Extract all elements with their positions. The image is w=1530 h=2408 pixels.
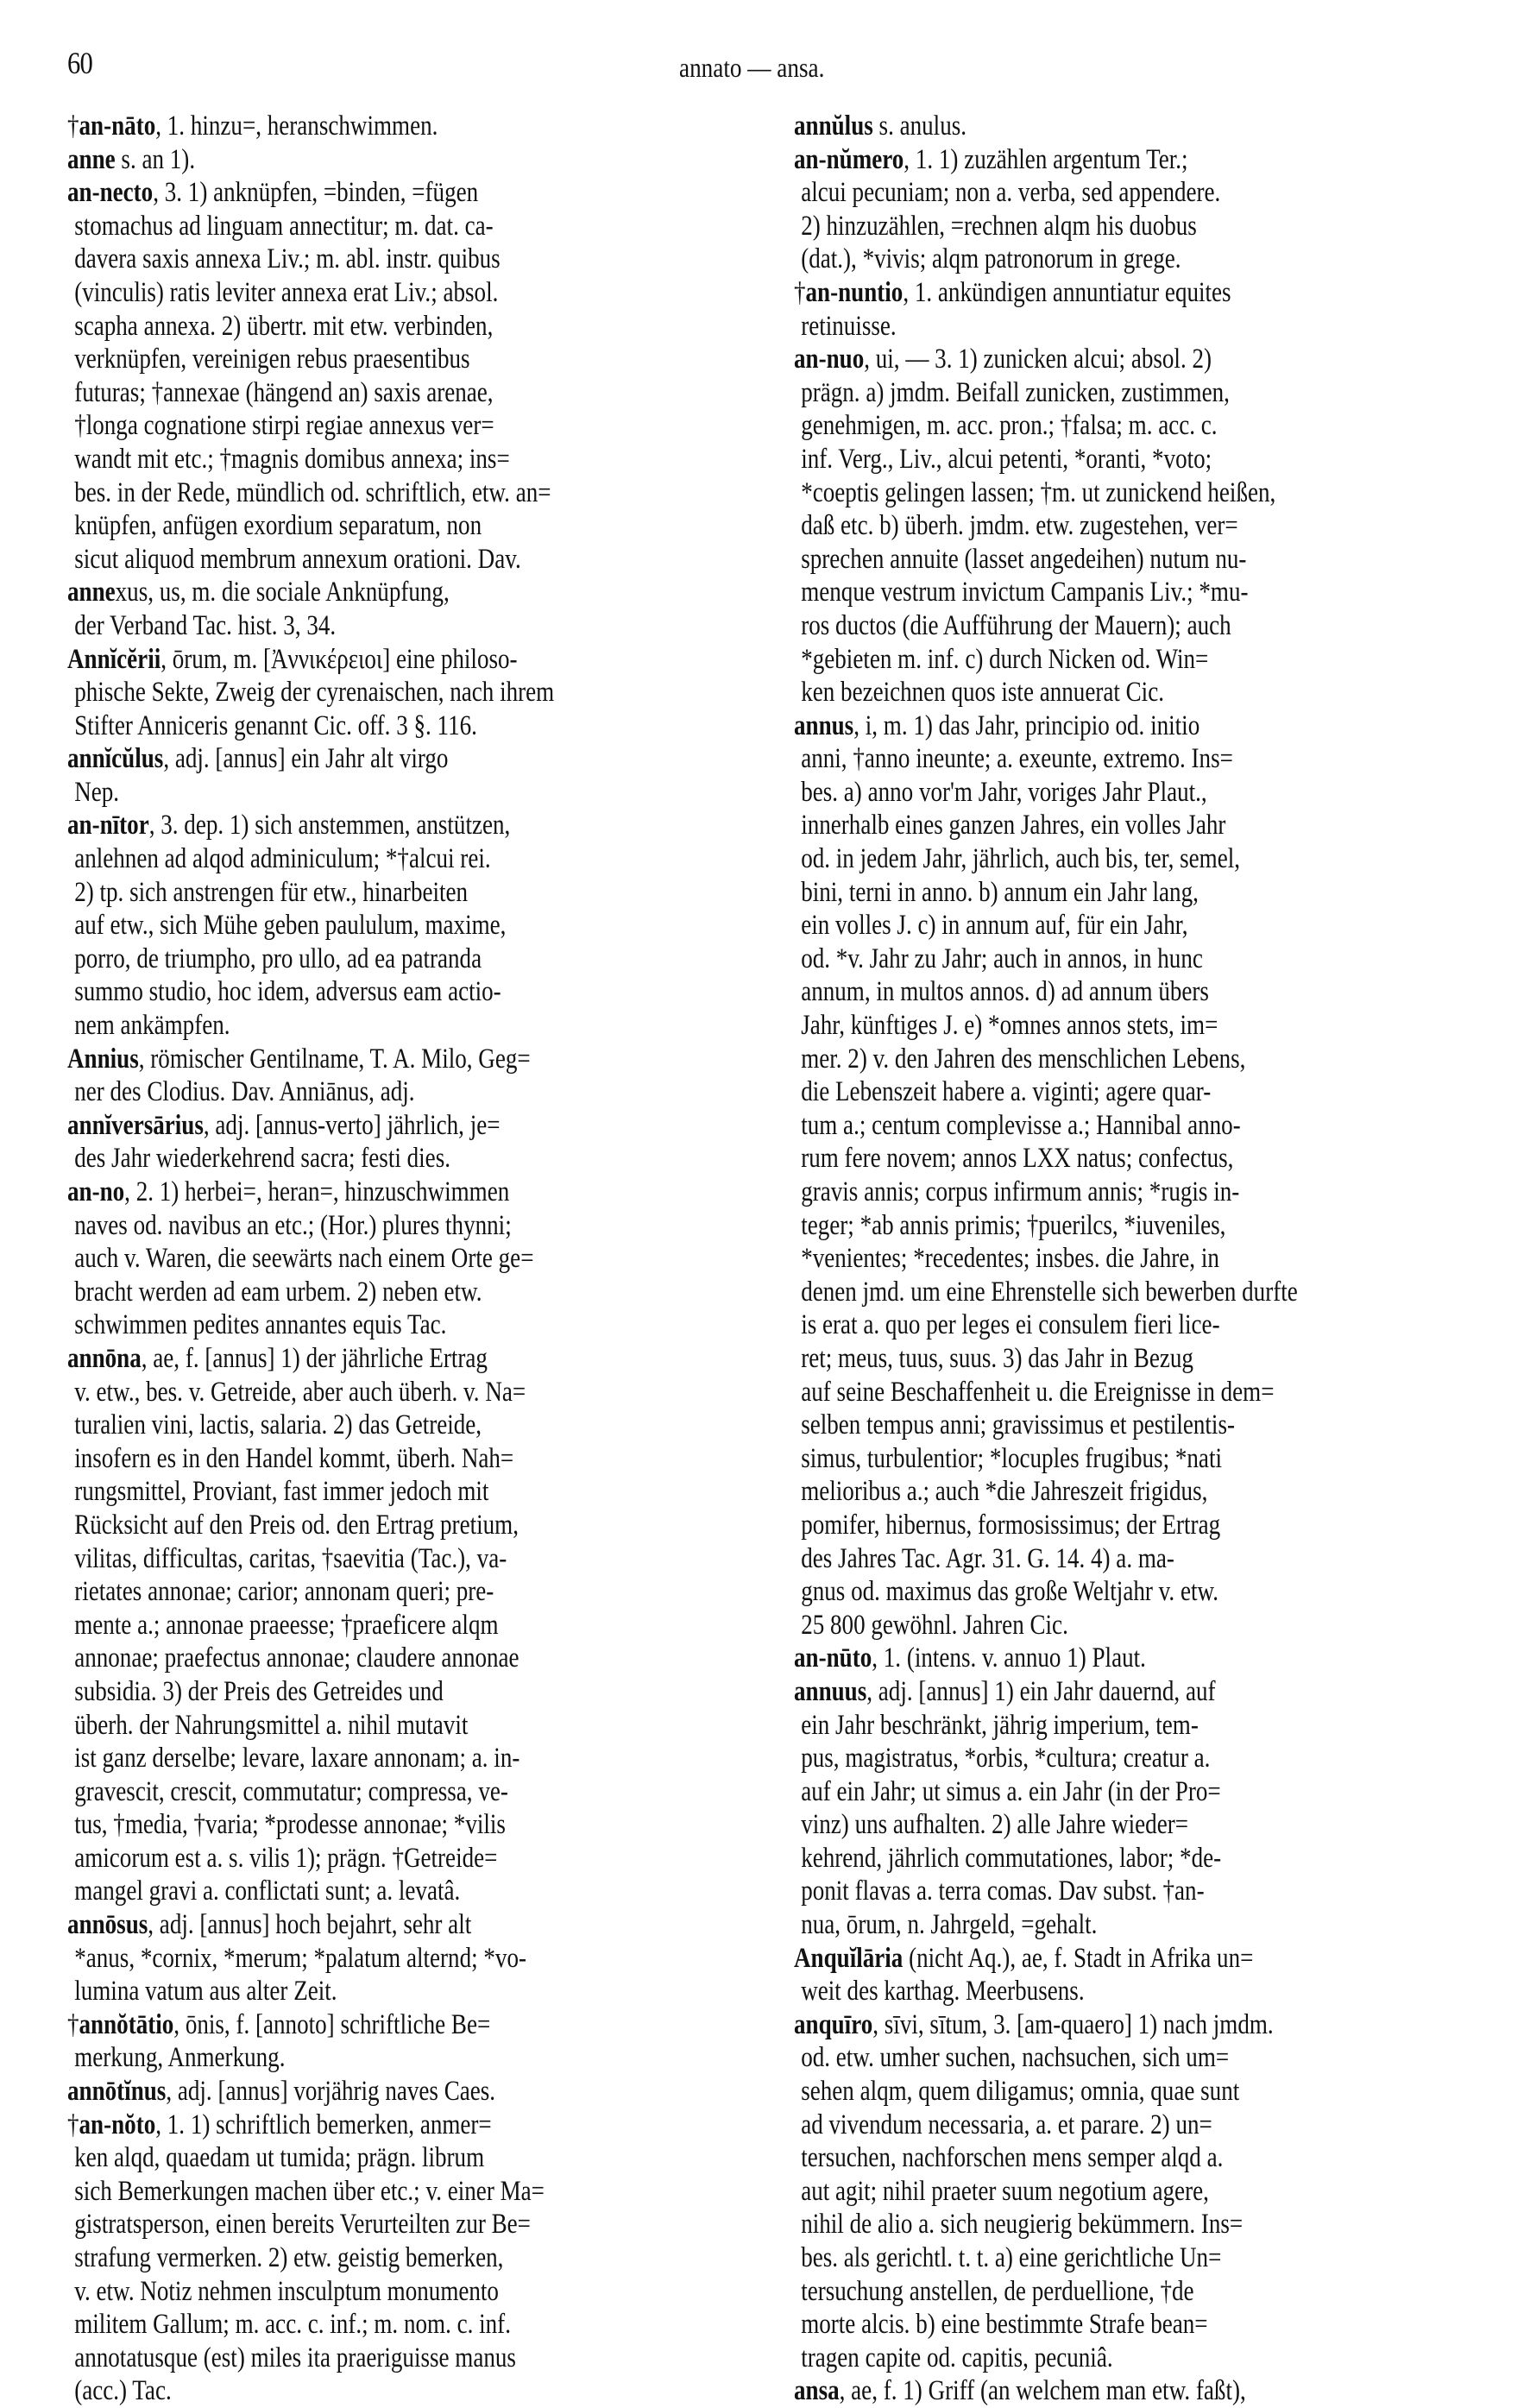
dictionary-line: retinuisse. bbox=[801, 310, 897, 342]
dictionary-line: tersuchen, nachforschen mens semper alqd a. bbox=[801, 2142, 1224, 2174]
headword: anquīro bbox=[794, 2008, 873, 2040]
dictionary-line: subsidia. 3) der Preis des Getreides und bbox=[74, 1675, 444, 1707]
dictionary-line: anne s. an 1). bbox=[67, 143, 196, 175]
headword: Anquĭlāria bbox=[794, 1942, 904, 1974]
dictionary-line: anlehnen ad alqod adminiculum; *†alcui rei. bbox=[74, 843, 491, 875]
headword: Annius bbox=[67, 1043, 139, 1075]
dictionary-line: nihil de alio a. sich neugierig bekümmern. Ins= bbox=[801, 2209, 1244, 2241]
headword: annōsus bbox=[67, 1909, 148, 1941]
dictionary-line: pus, magistratus, *orbis, *cultura; creatur a. bbox=[801, 1743, 1211, 1774]
dictionary-line: auf ein Jahr; ut simus a. ein Jahr (in der Pro= bbox=[801, 1775, 1221, 1807]
dictionary-line: gnus od. maximus das große Weltjahr v. etw. bbox=[801, 1576, 1219, 1608]
dictionary-line: davera saxis annexa Liv.; m. abl. instr. quibus bbox=[74, 243, 501, 275]
dictionary-line: 25 800 gewöhnl. Jahren Cic. bbox=[801, 1609, 1068, 1641]
page-number: 60 bbox=[67, 46, 92, 80]
dictionary-line: annotatusque (est) miles ita praeriguisse manus bbox=[74, 2342, 516, 2373]
dictionary-line: ros ductos (die Aufführung der Mauern); auch bbox=[801, 609, 1231, 641]
dictionary-line: bes. a) anno vor'm Jahr, voriges Jahr Plaut., bbox=[801, 776, 1207, 808]
dictionary-line: ad vivendum necessaria, a. et parare. 2) un= bbox=[801, 2109, 1212, 2140]
dictionary-line: kehrend, jährlich commutationes, labor; *de- bbox=[801, 1842, 1222, 1874]
dictionary-line: sprechen annuite (lasset angedeihen) nutum nu- bbox=[801, 543, 1247, 575]
dictionary-line: is erat a. quo per leges ei consulem fieri lice- bbox=[801, 1309, 1220, 1341]
dictionary-line: annonae; praefectus annonae; claudere annonae bbox=[74, 1642, 519, 1674]
dictionary-line: annĭcŭlus, adj. [annus] ein Jahr alt virgo bbox=[67, 743, 449, 775]
dictionary-line: die Lebenszeit habere a. viginti; agere quar- bbox=[801, 1076, 1212, 1108]
headword: annŏtātio bbox=[79, 2008, 174, 2040]
dictionary-line: auf seine Beschaffenheit u. die Ereignisse in dem= bbox=[801, 1376, 1275, 1408]
dictionary-line: ansa, ae, f. 1) Griff (an welchem man etw. faßt), bbox=[794, 2375, 1246, 2407]
dictionary-line: †longa cognatione stirpi regiae annexus ver= bbox=[74, 410, 494, 442]
dictionary-line: ponit flavas a. terra comas. Dav subst. †an- bbox=[801, 1875, 1205, 1907]
dictionary-line: v. etw., bes. v. Getreide, aber auch überh. v. Na= bbox=[74, 1376, 526, 1408]
headword: ansa bbox=[794, 2375, 840, 2407]
dictionary-line: v. etw. Notiz nehmen insculptum monumento bbox=[74, 2275, 499, 2307]
dictionary-line: melioribus a.; auch *die Jahreszeit frigidus, bbox=[801, 1476, 1208, 1508]
dictionary-line: alcui pecuniam; non a. verba, sed appendere. bbox=[801, 177, 1221, 209]
dictionary-line: Stifter Anniceris genannt Cic. off. 3 §. 116. bbox=[74, 709, 477, 741]
dictionary-line: rietates annonae; carior; annonam queri; pre- bbox=[74, 1576, 494, 1608]
dictionary-line: sich Bemerkungen machen über etc.; v. einer Ma= bbox=[74, 2175, 545, 2207]
dictionary-line: *coeptis gelingen lassen; †m. ut zunickend heißen, bbox=[801, 476, 1276, 508]
dictionary-line: Jahr, künftiges J. e) *omnes annos stets, im= bbox=[801, 1010, 1218, 1042]
dictionary-line: auch v. Waren, die seewärts nach einem Orte ge= bbox=[74, 1243, 534, 1275]
dictionary-line: gistratsperson, einen bereits Verurteilten zur Be= bbox=[74, 2209, 531, 2241]
dictionary-line: amicorum est a. s. vilis 1); prägn. †Getreide= bbox=[74, 1842, 498, 1874]
dictionary-line: porro, de triumpho, pro ullo, ad ea patranda bbox=[74, 942, 482, 974]
headword: an-nuntio bbox=[805, 276, 904, 308]
dictionary-line: ner des Clodius. Dav. Anniānus, adj. bbox=[74, 1076, 415, 1108]
dictionary-line: insofern es in den Handel kommt, überh. Nah= bbox=[74, 1442, 514, 1474]
headword: an-no bbox=[67, 1176, 125, 1207]
dictionary-line: ken bezeichnen quos iste annuerat Cic. bbox=[801, 677, 1164, 709]
dictionary-line: schwimmen pedites annantes equis Tac. bbox=[74, 1309, 447, 1341]
dictionary-line: annus, i, m. 1) das Jahr, principio od. initio bbox=[794, 709, 1200, 741]
dictionary-line: futuras; †annexae (hängend an) saxis arenae, bbox=[74, 376, 494, 408]
dictionary-line: ein Jahr beschränkt, jährig imperium, tem- bbox=[801, 1709, 1199, 1741]
dictionary-line: merkung, Anmerkung. bbox=[74, 2042, 286, 2074]
headword: an-necto bbox=[67, 177, 154, 209]
dictionary-line: od. in jedem Jahr, jährlich, auch bis, ter, semel, bbox=[801, 843, 1241, 875]
dictionary-line: rum fere novem; annos LXX natus; confectus, bbox=[801, 1143, 1234, 1175]
dictionary-line: der Verband Tac. hist. 3, 34. bbox=[74, 609, 337, 641]
dictionary-line: od. *v. Jahr zu Jahr; auch in annos, in hunc bbox=[801, 942, 1203, 974]
dictionary-line: bes. als gerichtl. t. t. a) eine gerichtliche Un= bbox=[801, 2242, 1222, 2273]
dictionary-line: tus, †media, †varia; *prodesse annonae; *vilis bbox=[74, 1809, 506, 1841]
dictionary-line: ein volles J. c) in annum auf, für ein Jahr, bbox=[801, 910, 1188, 942]
headword: annōna bbox=[67, 1342, 142, 1374]
left-column bbox=[67, 110, 784, 2408]
dictionary-line: des Jahr wiederkehrend sacra; festi dies. bbox=[74, 1143, 450, 1175]
dictionary-line: †annŏtātio, ōnis, f. [annoto] schriftliche Be= bbox=[67, 2008, 491, 2040]
dictionary-line: auf etw., sich Mühe geben paululum, maxime, bbox=[74, 910, 507, 942]
dictionary-line: morte alcis. b) eine bestimmte Strafe bean= bbox=[801, 2309, 1208, 2341]
running-head: annato — ansa. bbox=[679, 52, 825, 83]
dictionary-line: verknüpfen, vereinigen rebus praesentibus bbox=[74, 344, 470, 375]
dictionary-line: mangel gravi a. conflictati sunt; a. levatâ. bbox=[74, 1875, 461, 1907]
headword: annŭlus bbox=[794, 110, 873, 142]
dictionary-line: innerhalb eines ganzen Jahres, ein volles Jahr bbox=[801, 810, 1226, 842]
headword: annĭcŭlus bbox=[67, 743, 164, 775]
right-column bbox=[794, 110, 1510, 2408]
dictionary-line: genehmigen, m. acc. pron.; †falsa; m. acc. c. bbox=[801, 410, 1218, 442]
dictionary-line: (vinculis) ratis leviter annexa erat Liv.; absol. bbox=[74, 276, 499, 308]
dictionary-line: rungsmittel, Proviant, fast immer jedoch mit bbox=[74, 1476, 489, 1508]
dictionary-line: an-nūto, 1. (intens. v. annuo 1) Plaut. bbox=[794, 1642, 1146, 1674]
dictionary-line: naves od. navibus an etc.; (Hor.) plures thynni; bbox=[74, 1209, 512, 1241]
dictionary-line: od. etw. umher suchen, nachsuchen, sich um= bbox=[801, 2042, 1230, 2074]
headword: anne bbox=[67, 577, 116, 608]
dictionary-line: vinz) uns aufhalten. 2) alle Jahre wieder= bbox=[801, 1809, 1188, 1841]
dictionary-line: annōna, ae, f. [annus] 1) der jährliche Ertrag bbox=[67, 1342, 488, 1374]
dictionary-line: simus, turbulentior; *locuples frugibus; *nati bbox=[801, 1442, 1222, 1474]
dictionary-line: annexus, us, m. die sociale Anknüpfung, bbox=[67, 577, 450, 608]
dictionary-line: weit des karthag. Meerbusens. bbox=[801, 1976, 1085, 2008]
dictionary-line: annĭversārius, adj. [annus-verto] jährlich, je= bbox=[67, 1109, 501, 1141]
headword: an-nŏto bbox=[79, 2109, 156, 2140]
dictionary-line: annōtĭnus, adj. [annus] vorjährig naves Caes. bbox=[67, 2076, 496, 2108]
dictionary-line: pomifer, hibernus, formosissimus; der Ertrag bbox=[801, 1509, 1221, 1541]
dictionary-line: annum, in multos annos. d) ad annum übers bbox=[801, 976, 1209, 1008]
headword: annus bbox=[794, 709, 854, 741]
headword: an-nāto bbox=[79, 110, 156, 142]
page-header bbox=[0, 45, 1530, 88]
dictionary-line: bes. in der Rede, mündlich od. schriftlich, etw. an= bbox=[74, 476, 551, 508]
dictionary-line: anni, †anno ineunte; a. exeunte, extremo. Ins= bbox=[801, 743, 1233, 775]
dictionary-line: nem ankämpfen. bbox=[74, 1010, 230, 1042]
dictionary-line: Annius, römischer Gentilname, T. A. Milo, Geg= bbox=[67, 1043, 531, 1075]
dictionary-line: an-necto, 3. 1) anknüpfen, =binden, =fügen bbox=[67, 177, 479, 209]
dictionary-line: (dat.), *vivis; alqm patronorum in grege. bbox=[801, 243, 1181, 275]
dictionary-line: menque vestrum invictum Campanis Liv.; *mu- bbox=[801, 577, 1249, 608]
dictionary-line: wandt mit etc.; †magnis domibus annexa; ins= bbox=[74, 443, 510, 475]
headword: an-nītor bbox=[67, 810, 149, 842]
dictionary-line: lumina vatum aus alter Zeit. bbox=[74, 1976, 337, 2008]
dictionary-line: turalien vini, lactis, salaria. 2) das Getreide, bbox=[74, 1409, 482, 1441]
dictionary-line: †an-nāto, 1. hinzu=, heranschwimmen. bbox=[67, 110, 438, 142]
dictionary-line: stomachus ad linguam annectitur; m. dat. ca- bbox=[74, 210, 494, 242]
dictionary-line: denen jmd. um eine Ehrenstelle sich bewerben durfte bbox=[801, 1276, 1298, 1308]
dictionary-line: an-nuo, ui, — 3. 1) zunicken alcui; absol. 2) bbox=[794, 344, 1212, 375]
dictionary-line: Anquĭlāria (nicht Aq.), ae, f. Stadt in Afrika un= bbox=[794, 1942, 1254, 1974]
dictionary-line: tragen capite od. capitis, pecuniâ. bbox=[801, 2342, 1113, 2373]
headword: anne bbox=[67, 143, 116, 175]
dictionary-line: mer. 2) v. den Jahren des menschlichen Lebens, bbox=[801, 1043, 1246, 1075]
dictionary-line: des Jahres Tac. Agr. 31. G. 14. 4) a. ma- bbox=[801, 1542, 1174, 1574]
dictionary-line: †an-nuntio, 1. ankündigen annuntiatur equites bbox=[794, 276, 1231, 308]
headword: annuus bbox=[794, 1675, 867, 1707]
dictionary-line: phische Sekte, Zweig der cyrenaischen, nach ihrem bbox=[74, 677, 555, 709]
dictionary-line: knüpfen, anfügen exordium separatum, non bbox=[74, 510, 482, 542]
dictionary-line: ken alqd, quaedam ut tumida; prägn. librum bbox=[74, 2142, 485, 2174]
dictionary-line: 2) hinzuzählen, =rechnen alqm his duobus bbox=[801, 210, 1197, 242]
headword: annōtĭnus bbox=[67, 2076, 167, 2108]
dictionary-line: scapha annexa. 2) übertr. mit etw. verbinden, bbox=[74, 310, 494, 342]
dictionary-line: Rücksicht auf den Preis od. den Ertrag pretium, bbox=[74, 1509, 519, 1541]
dictionary-line: sehen alqm, quem diligamus; omnia, quae sunt bbox=[801, 2076, 1240, 2108]
dictionary-line: prägn. a) jmdm. Beifall zunicken, zustimmen, bbox=[801, 376, 1230, 408]
dictionary-line: mente a.; annonae praeesse; †praeficere alqm bbox=[74, 1609, 499, 1641]
dictionary-line: bracht werden ad eam urbem. 2) neben etw. bbox=[74, 1276, 482, 1308]
headword: Annĭcĕrii bbox=[67, 643, 161, 675]
dictionary-line: aut agit; nihil praeter suum negotium agere, bbox=[801, 2175, 1209, 2207]
dictionary-line: annuus, adj. [annus] 1) ein Jahr dauernd, auf bbox=[794, 1675, 1216, 1707]
dictionary-line: ist ganz derselbe; levare, laxare annonam; a. in- bbox=[74, 1743, 520, 1774]
dictionary-line: inf. Verg., Liv., alcui petenti, *oranti, *voto; bbox=[801, 443, 1212, 475]
dictionary-line: nua, ōrum, n. Jahrgeld, =gehalt. bbox=[801, 1909, 1098, 1941]
dictionary-line: annŭlus s. anulus. bbox=[794, 110, 967, 142]
dictionary-line: Nep. bbox=[74, 776, 120, 808]
dictionary-line: selben tempus anni; gravissimus et pestilentis- bbox=[801, 1409, 1236, 1441]
dictionary-line: summo studio, hoc idem, adversus eam actio- bbox=[74, 976, 501, 1008]
dictionary-line: vilitas, difficultas, caritas, †saevitia (Tac.), va- bbox=[74, 1542, 507, 1574]
dictionary-line: sicut aliquod membrum annexum orationi. Dav. bbox=[74, 543, 521, 575]
headword: an-nŭmero bbox=[794, 143, 904, 175]
dictionary-line: strafung vermerken. 2) etw. geistig bemerken, bbox=[74, 2242, 504, 2273]
dictionary-line: militem Gallum; m. acc. c. inf.; m. nom. c. inf. bbox=[74, 2309, 511, 2341]
dictionary-line: an-nŭmero, 1. 1) zuzählen argentum Ter.; bbox=[794, 143, 1188, 175]
headword: an-nūto bbox=[794, 1642, 872, 1674]
dictionary-line: bini, terni in anno. b) annum ein Jahr lang, bbox=[801, 876, 1199, 908]
dictionary-line: gravescit, crescit, commutatur; compressa, ve- bbox=[74, 1775, 508, 1807]
dictionary-line: gravis annis; corpus infirmum annis; *rugis in- bbox=[801, 1176, 1240, 1207]
dictionary-line: *venientes; *recedentes; insbes. die Jahre, in bbox=[801, 1243, 1219, 1275]
dictionary-line: annōsus, adj. [annus] hoch bejahrt, sehr alt bbox=[67, 1909, 472, 1941]
dictionary-line: 2) tp. sich anstrengen für etw., hinarbeiten bbox=[74, 876, 469, 908]
dictionary-line: überh. der Nahrungsmittel a. nihil mutavit bbox=[74, 1709, 469, 1741]
dictionary-line: daß etc. b) überh. jmdm. etw. zugestehen, ver= bbox=[801, 510, 1238, 542]
headword: an-nuo bbox=[794, 344, 865, 375]
headword: annĭversārius bbox=[67, 1109, 204, 1141]
dictionary-line: tum a.; centum complevisse a.; Hannibal anno- bbox=[801, 1109, 1241, 1141]
dictionary-line: teger; *ab annis primis; †puerilcs, *iuveniles, bbox=[801, 1209, 1226, 1241]
dictionary-line: anquīro, sīvi, sītum, 3. [am-quaero] 1) nach jmdm. bbox=[794, 2008, 1274, 2040]
dictionary-line: ret; meus, tuus, suus. 3) das Jahr in Bezug bbox=[801, 1342, 1193, 1374]
dictionary-line: tersuchung anstellen, de perduellione, †de bbox=[801, 2275, 1194, 2307]
dictionary-line: Annĭcĕrii, ōrum, m. [Ἀννικέρειοι] eine philoso- bbox=[67, 643, 518, 675]
dictionary-line: *anus, *cornix, *merum; *palatum alternd; *vo- bbox=[74, 1942, 526, 1974]
dictionary-line: an-no, 2. 1) herbei=, heran=, hinzuschwimmen bbox=[67, 1176, 510, 1207]
dictionary-line: (acc.) Tac. bbox=[74, 2375, 172, 2407]
dictionary-line: *gebieten m. inf. c) durch Nicken od. Win= bbox=[801, 643, 1209, 675]
dictionary-line: †an-nŏto, 1. 1) schriftlich bemerken, anmer= bbox=[67, 2109, 492, 2140]
dictionary-line: an-nītor, 3. dep. 1) sich anstemmen, anstützen, bbox=[67, 810, 511, 842]
